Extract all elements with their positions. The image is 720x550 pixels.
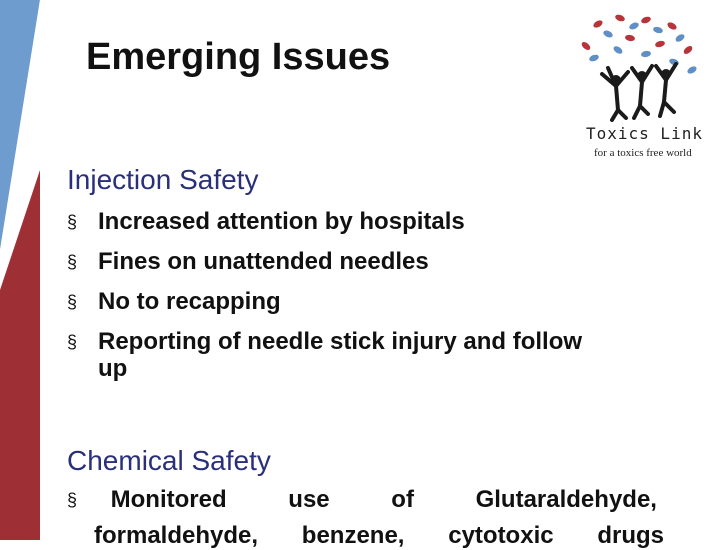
list-item-text: Fines on unattended needles (98, 248, 429, 275)
logo-name: Toxics Link (586, 124, 703, 143)
chemical-safety-item-line-2 (94, 522, 664, 550)
logo-tagline: for a toxics free world (594, 147, 692, 159)
slide-title: Emerging Issues (86, 36, 391, 78)
list-item-text-line-2: up (98, 355, 128, 382)
section-heading-injection-safety: Injection Safety (67, 164, 259, 195)
bullet-icon: § (67, 212, 78, 232)
section-heading-chemical-safety: Chemical Safety (67, 445, 271, 476)
chem-word: formaldehyde, (94, 522, 259, 549)
chem-word: benzene, (301, 522, 405, 549)
list-item-text: Increased attention by hospitals (98, 208, 465, 235)
bullet-icon: § (67, 252, 78, 272)
chem-word: Glutaraldehyde, (475, 486, 657, 513)
list-item (67, 322, 667, 384)
list-item-text: No to recapping (98, 288, 281, 315)
bullet-icon: § (67, 292, 78, 312)
chem-word: cytotoxic (448, 522, 554, 549)
list-item-text-line-1: Reporting of needle stick injury and follow (98, 328, 583, 355)
list-item (67, 282, 667, 322)
bullet-icon: § (67, 489, 78, 510)
bullet-icon: § (67, 332, 78, 352)
list-item (67, 202, 667, 242)
injection-safety-list (67, 202, 667, 384)
list-item (67, 242, 667, 282)
chem-word: use (288, 486, 330, 513)
chem-word: drugs (597, 522, 664, 549)
left-decorative-stripes (0, 0, 40, 540)
chem-word: Monitored (110, 486, 227, 513)
chemical-safety-item-line-1 (67, 486, 657, 514)
chem-word: of (391, 486, 414, 513)
